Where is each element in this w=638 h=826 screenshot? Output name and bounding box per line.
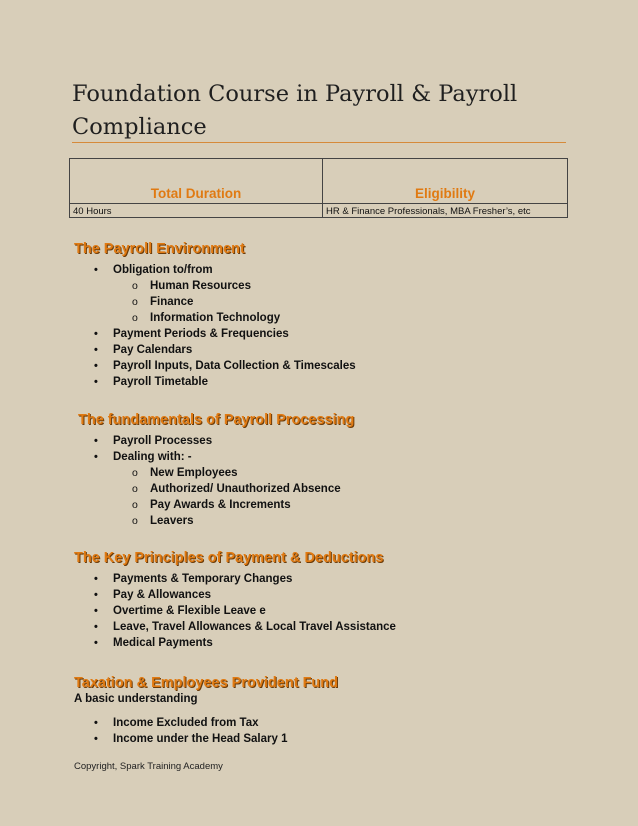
- footer-copyright: Copyright, Spark Training Academy: [74, 761, 223, 772]
- list-item: • Payment Periods & Frequencies: [74, 326, 574, 342]
- section-fundamentals: [78, 411, 578, 529]
- list-item: • Payroll Inputs, Data Collection & Timescales: [74, 358, 574, 374]
- sub-list-item: o New Employees: [74, 465, 578, 481]
- list-item: • Income Excluded from Tax: [74, 715, 574, 731]
- section-heading: The Key Principles of Payment & Deductions: [74, 550, 384, 566]
- list-item-label: Obligation to/from: [113, 264, 213, 276]
- info-table-value-row: [70, 204, 568, 218]
- section-heading: Taxation & Employees Provident Fund: [74, 675, 338, 691]
- sub-list-item: o Authorized/ Unauthorized Absence: [74, 481, 578, 497]
- title-divider: [72, 142, 566, 143]
- duration-header: Total Duration: [70, 159, 323, 204]
- section-key-principles: [74, 549, 574, 651]
- list-item: • Medical Payments: [74, 635, 574, 651]
- list-item: • Payroll Processes: [74, 433, 578, 449]
- section-payroll-environment: [74, 240, 574, 390]
- sub-list-item: o Pay Awards & Increments: [74, 497, 578, 513]
- sub-list-item: o Leavers: [74, 513, 578, 529]
- sub-list-item: o Human Resources: [74, 278, 574, 294]
- list-item: • Payroll Timetable: [74, 374, 574, 390]
- eligibility-header: Eligibility: [323, 159, 568, 204]
- section-list: [74, 262, 574, 390]
- list-item: • Overtime & Flexible Leave e: [74, 603, 574, 619]
- page-title: Foundation Course in Payroll & Payroll Compliance: [72, 81, 518, 140]
- eligibility-value: HR & Finance Professionals, MBA Fresher’s, etc: [323, 204, 568, 218]
- list-item: [74, 449, 578, 529]
- section-heading: The Payroll Environment: [74, 241, 245, 257]
- section-taxation: [74, 674, 574, 747]
- list-item: • Pay & Allowances: [74, 587, 574, 603]
- list-item: [74, 262, 574, 326]
- section-list: [74, 571, 574, 651]
- sub-list: [74, 278, 574, 326]
- section-list: [74, 433, 578, 529]
- list-item-label: Dealing with: -: [113, 451, 192, 463]
- sub-list: [74, 465, 578, 529]
- section-list: [74, 715, 574, 747]
- info-table-header-row: [70, 159, 568, 204]
- list-item: • Leave, Travel Allowances & Local Travel Assistance: [74, 619, 574, 635]
- list-item: • Income under the Head Salary 1: [74, 731, 574, 747]
- list-item: • Pay Calendars: [74, 342, 574, 358]
- sub-list-item: o Finance: [74, 294, 574, 310]
- section-subheading: A basic understanding: [74, 693, 198, 705]
- course-info-table: [69, 158, 568, 218]
- duration-value: 40 Hours: [70, 204, 323, 218]
- sub-list-item: o Information Technology: [74, 310, 574, 326]
- section-heading: The fundamentals of Payroll Processing: [78, 412, 355, 428]
- list-item: • Payments & Temporary Changes: [74, 571, 574, 587]
